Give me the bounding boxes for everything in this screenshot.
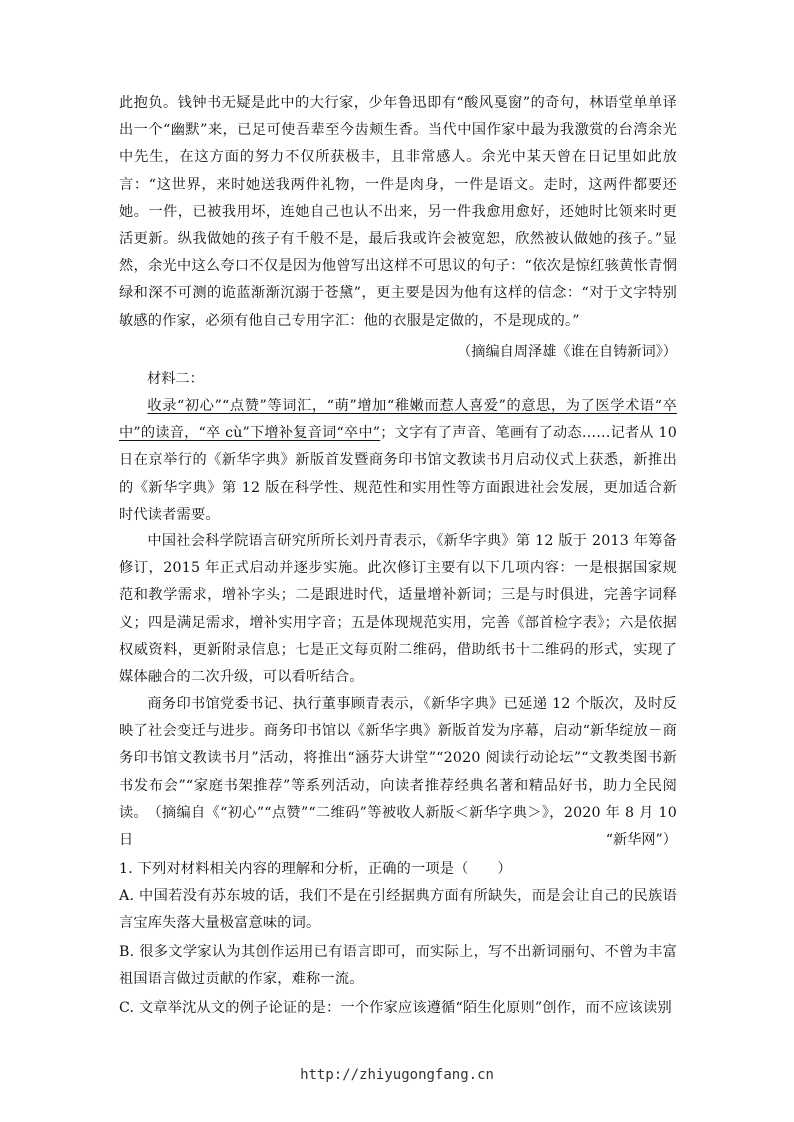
paragraph-material-two-intro xyxy=(119,393,677,529)
option-b: B. 很多文学家认为其创作运用已有语言即可，而实际上，写不出新词丽句、不曾为丰富祖国语言做过贡献的作家，难称一流。 xyxy=(119,944,677,988)
footer-url: http://zhiyugongfang.cn xyxy=(300,1067,494,1083)
material-two-label: 材料二： xyxy=(147,371,204,387)
option-a: A. 中国若没有苏东坡的话，我们不是在引经据典方面有所缺失，而是会让自己的民族语言宝库失落大量极富意味的词。 xyxy=(119,888,677,932)
source-citation-one: （摘编自周泽雄《谁在自铸新词》） xyxy=(457,344,677,360)
option-c: C. 文章举沈从文的例子论证的是：一个作家应该遵循“陌生化原则”创作，而不应该读别 xyxy=(119,1000,672,1016)
source-citation-two-line1: （摘编自《“初心”“点赞”“二维码”等被收人新版＜新华字典＞》，2020 年 8 月 10 日 xyxy=(119,805,677,849)
paragraph-gu-qing: 商务印书馆党委书记、执行董事顾青表示，《新华字典》已延递 12 个版次，及时反映了社会变迁与进步。商务印书馆以《新华字典》新版首发为序幕，启动“新华绽放－商务印书馆文教读书月”活动，将推出“涵芬大讲堂”“2020 阅读行动论坛”“文教类图书新书发布会”“家庭书架推荐”等系列活动，向读者推荐经典名著和精品好书，助力全民阅读。 xyxy=(119,696,677,821)
paragraph-continuation: ；文字有了声音、笔画有了动态……记者从 10 日在京举行的《新华字典》新版首发暨商务印书馆文教读书月启动仪式上获悉，新推出的《新华字典》第 12 版在科学性、规范性和实用性等方面跟进社会发展，更加适合新时代读者需要。 xyxy=(119,425,678,523)
underlined-sentence: 收录“初心”“点赞”等词汇，“萌”增加“稚嫩而惹人喜爱”的意思，为了医学术语“卒中”的读音，“卒 cù”下增补复音词“卒中” xyxy=(119,398,677,442)
source-citation-two-line2: “新华网”） xyxy=(605,832,677,848)
question-stem: 1. 下列对材料相关内容的理解和分析，正确的一项是（ ） xyxy=(119,861,512,877)
paragraph-liu-danqing: 中国社会科学院语言研究所所长刘丹青表示，《新华字典》第 12 版于 2013 年筹备修订，2015 年正式启动并逐步实施。此次修订主要有以下几项内容：一是根据国家规范和教学需求，增补字头；二是跟进时代，适量增补新词；三是与时俱进，完善字词释义；四是满足需求，增补实用字音；五是体现规范实用，完善《部首检字表》；六是依据权威资料，更新附录信息；七是正文每页附二维码，借助纸书十二维码的形式，实现了媒体融合的二次升级，可以看听结合。 xyxy=(119,533,677,686)
paragraph-material-one-end: 此抱负。钱钟书无疑是此中的大行家，少年鲁迅即有“酸风戛窗”的奇句，林语堂单单译出一个“幽默”来，已足可使吾辈至今齿颊生香。当代中国作家中最为我激赏的台湾余光中先生，在这方面的努力不仅所获极丰，且非常感人。余光中某天曾在日记里如此放言：“这世界，来时她送我两件礼物，一件是肉身，一件是语文。走时，这两件都要还她。一件，已被我用坏，连她自己也认不出来，另一件我愈用愈好，还她时比领来时更活更新。纵我做她的孩子有千般不是，最后我或许会被宽恕，欣然被认做她的孩子。”显然，余光中这么夸口不仅是因为他曾写出这样不可思议的句子：“依次是惊红骇黄怅青惘绿和深不可测的诡蓝渐渐沉溺于苍黛”，更主要是因为他有这样的信念：“对于文字特别敏感的作家，必须有他自己专用字汇：他的衣服是定做的，不是现成的。” xyxy=(119,95,677,329)
